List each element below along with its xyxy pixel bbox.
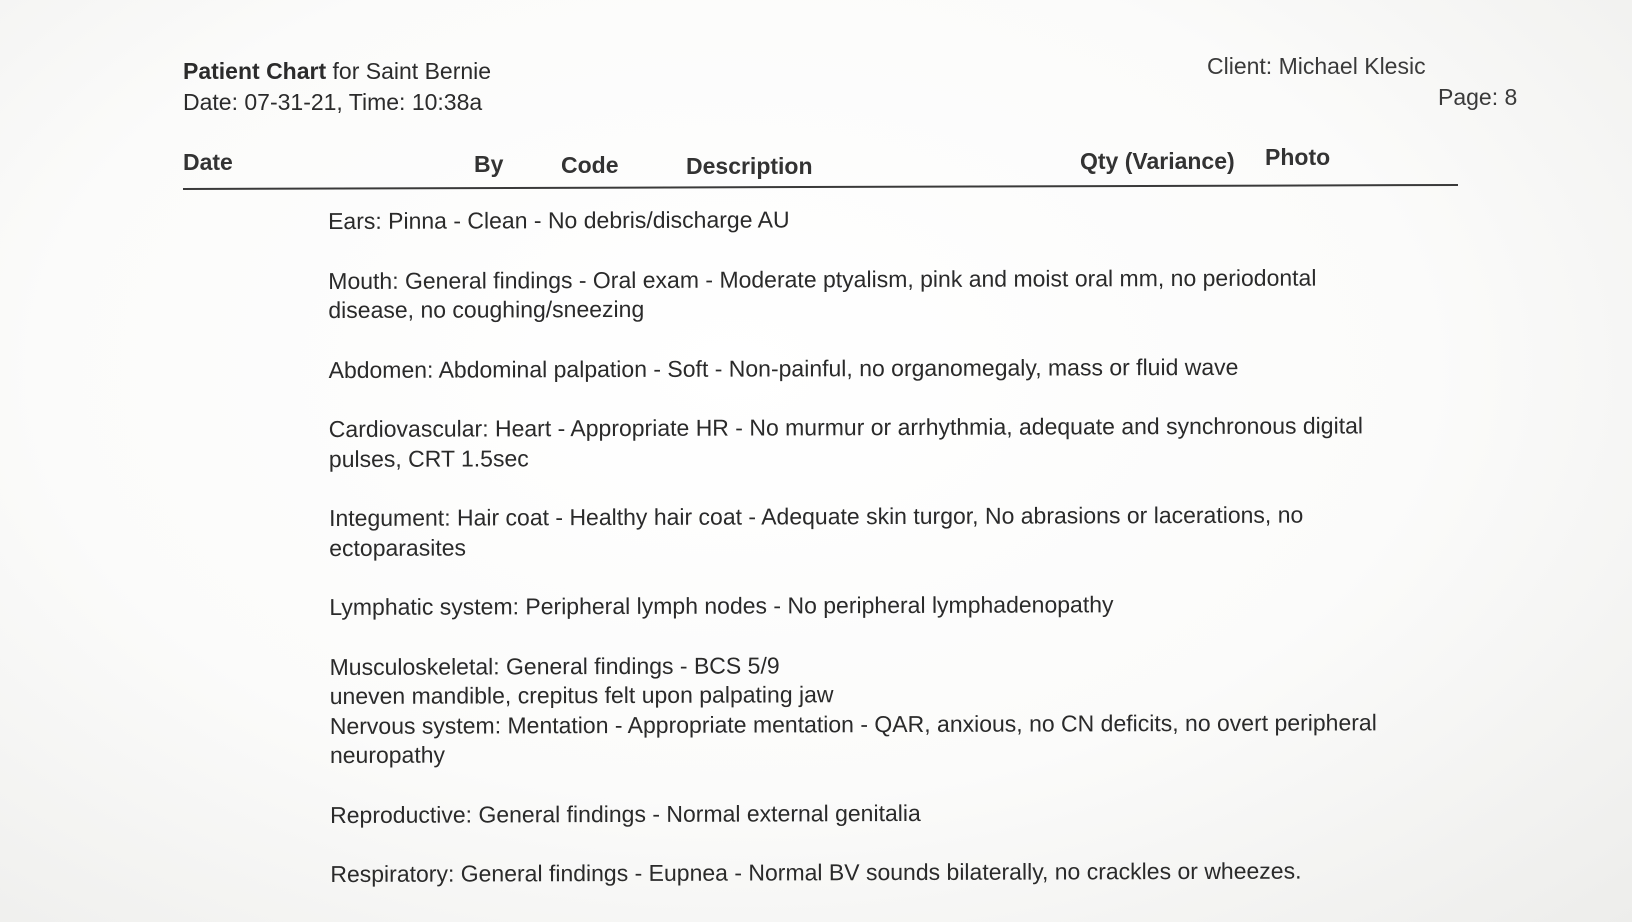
entry-abdomen xyxy=(329,352,1449,385)
entry-line: Cardiovascular: Heart - Appropriate HR - No murmur or arrhythmia, adequate and synchronous digital xyxy=(328,412,1364,442)
entry-line: pulses, CRT 1.5sec xyxy=(328,444,529,472)
column-header-date: Date xyxy=(183,149,233,175)
column-header-by: By xyxy=(474,151,504,177)
chart-date-time: Date: 07-31-21, Time: 10:38a xyxy=(183,89,483,115)
column-header-code: Code xyxy=(561,152,619,178)
column-header-qty: Qty (Variance) xyxy=(1080,148,1235,174)
chart-title-bold: Patient Chart xyxy=(183,58,327,84)
entry-line: Reproductive: General findings - Normal external genitalia xyxy=(330,799,921,828)
exam-findings xyxy=(328,203,1450,919)
column-header-photo: Photo xyxy=(1265,144,1331,170)
entry-line: Respiratory: General findings - Eupnea - Normal BV sounds bilaterally, no crackles or wheezes. xyxy=(330,857,1302,887)
entry-cardiovascular xyxy=(329,411,1449,474)
entry-line: Musculoskeletal: General findings - BCS 5/9 xyxy=(329,651,780,680)
entry-reproductive xyxy=(330,797,1450,830)
entry-integument xyxy=(329,500,1449,563)
chart-header xyxy=(183,56,491,118)
entry-musculoskeletal xyxy=(330,649,1450,712)
entry-respiratory xyxy=(330,856,1450,889)
entry-line: Lymphatic system: Peripheral lymph nodes - No peripheral lymphadenopathy xyxy=(329,591,1114,620)
entry-line: Mouth: General findings - Oral exam - Moderate ptyalism, pink and moist oral mm, no periodontal xyxy=(328,264,1317,294)
entry-mouth xyxy=(328,263,1448,326)
entry-line: Integument: Hair coat - Healthy hair coat - Adequate skin turgor, No abrasions or lacerations, no xyxy=(329,501,1304,531)
client-name: Client: Michael Klesic xyxy=(1207,53,1426,79)
entry-line: Ears: Pinna - Clean - No debris/discharge AU xyxy=(328,206,790,234)
chart-title xyxy=(183,56,491,87)
entry-nervous xyxy=(330,708,1450,771)
header-divider xyxy=(183,184,1458,190)
chart-title-patient: for Saint Bernie xyxy=(326,58,492,84)
entry-line: ectoparasites xyxy=(329,534,467,561)
entry-lymphatic xyxy=(329,589,1449,622)
page-number: Page: 8 xyxy=(1438,84,1518,110)
entry-line: Abdomen: Abdominal palpation - Soft - Non-painful, no organomegaly, mass or fluid wave xyxy=(328,353,1239,383)
entry-line: neuropathy xyxy=(329,741,446,768)
entry-line: disease, no coughing/sneezing xyxy=(328,295,645,323)
column-header-description: Description xyxy=(686,153,813,179)
entry-line: uneven mandible, crepitus felt upon palpating jaw xyxy=(329,681,834,709)
entry-ears xyxy=(328,203,1448,236)
entry-line: Nervous system: Mentation - Appropriate mentation - QAR, anxious, no CN deficits, no overt peripheral xyxy=(329,708,1377,739)
